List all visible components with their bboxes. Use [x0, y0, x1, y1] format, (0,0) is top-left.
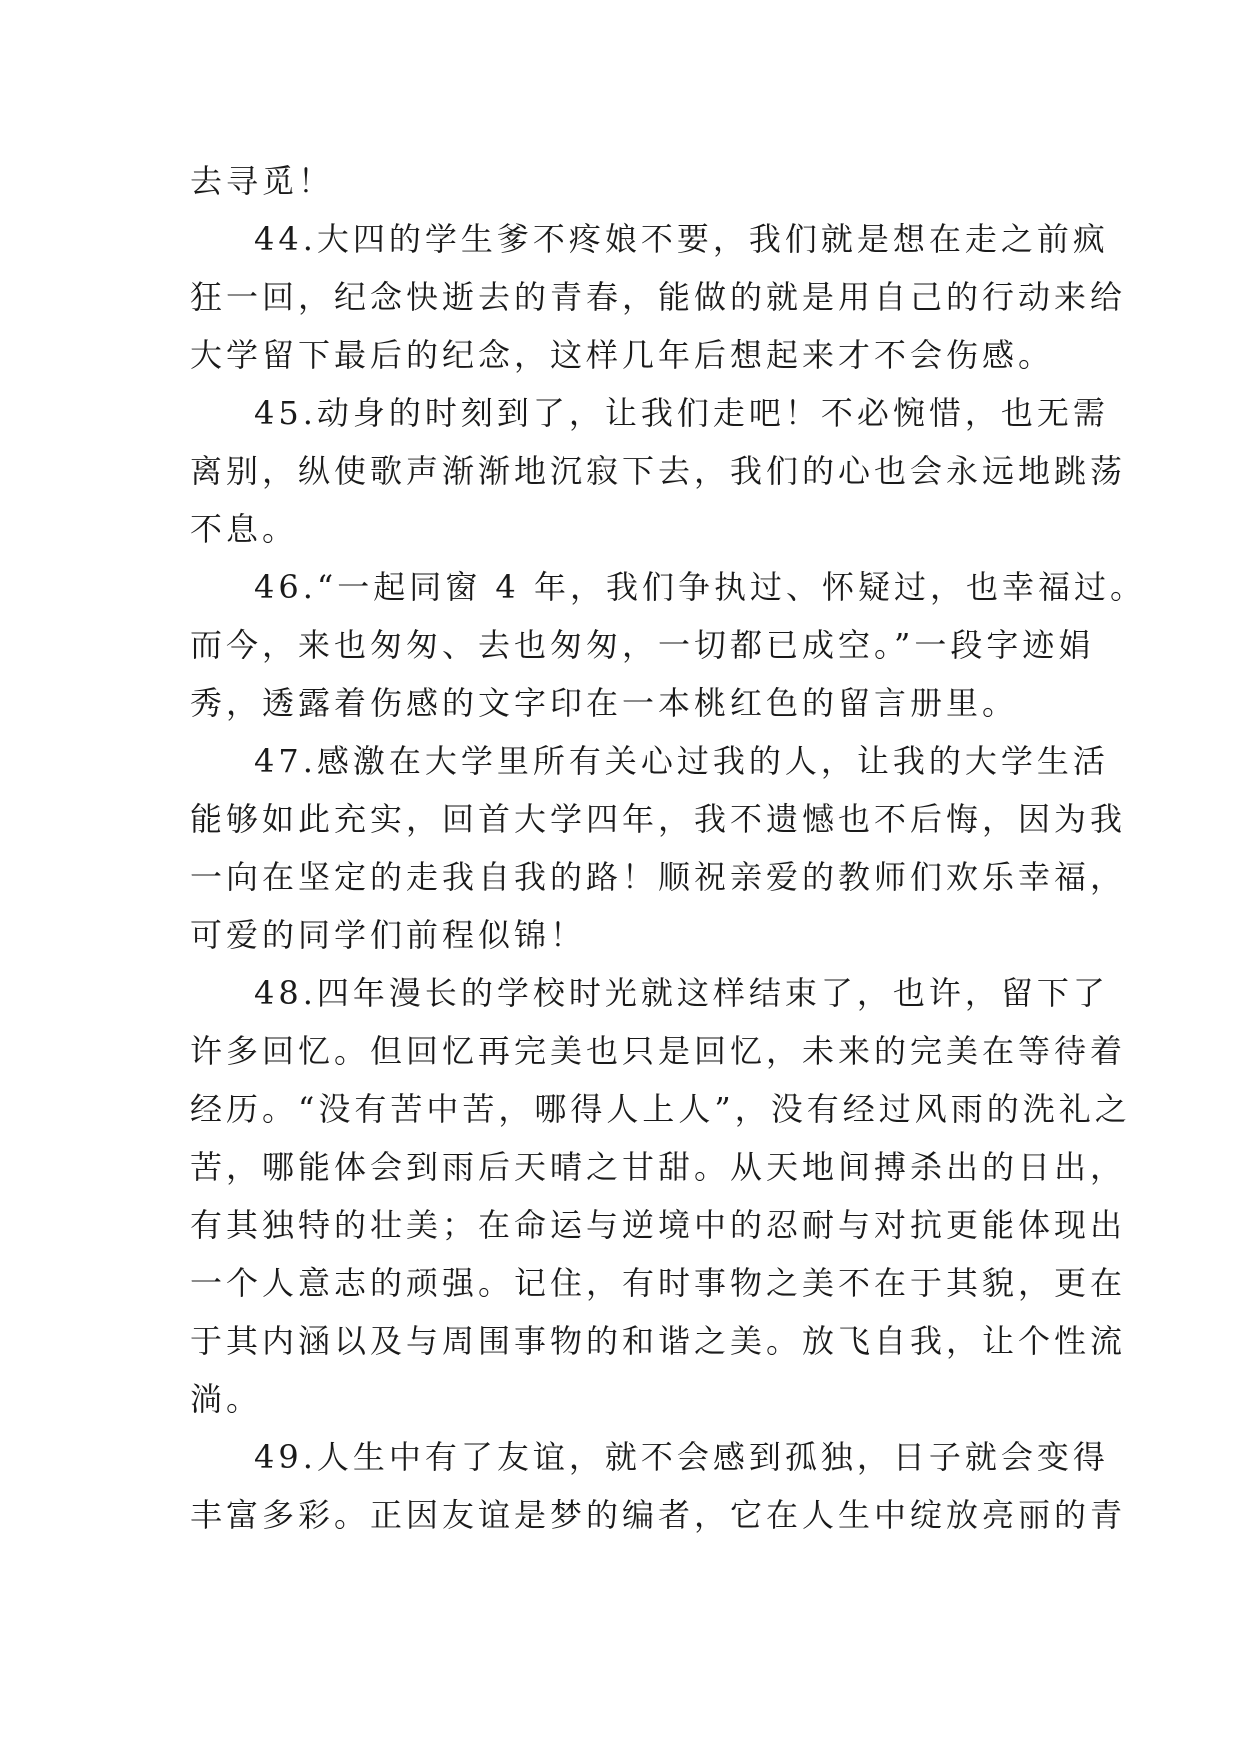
- text-line: 一个人意志的顽强。记住，有时事物之美不在于其貌，更在: [190, 1264, 1127, 1302]
- text-line: 46.“一起同窗 4 年，我们争执过、怀疑过，也幸福过。: [254, 568, 1146, 606]
- text-line: 离别，纵使歌声渐渐地沉寂下去，我们的心也会永远地跳荡: [190, 452, 1127, 490]
- text-line: 许多回忆。但回忆再完美也只是回忆，未来的完美在等待着: [190, 1032, 1127, 1070]
- text-line: 大学留下最后的纪念，这样几年后想起来才不会伤感。: [190, 336, 1055, 374]
- text-line: 经历。“没有苦中苦，哪得人上人”，没有经过风雨的洗礼之: [190, 1090, 1131, 1128]
- text-line: 丰富多彩。正因友谊是梦的编者，它在人生中绽放亮丽的青: [190, 1496, 1127, 1534]
- text-line: 47.感激在大学里所有关心过我的人，让我的大学生活: [254, 742, 1109, 780]
- paragraph-p43-tail: [190, 152, 1060, 210]
- text-line: 淌。: [190, 1380, 263, 1418]
- text-line: 49.人生中有了友谊，就不会感到孤独，日子就会变得: [254, 1438, 1109, 1476]
- text-line: 可爱的同学们前程似锦！: [190, 916, 587, 954]
- text-line: 一向在坚定的走我自我的路！顺祝亲爱的教师们欢乐幸福，: [190, 858, 1127, 896]
- text-line: 48.四年漫长的学校时光就这样结束了，也许，留下了: [254, 974, 1109, 1012]
- text-line: 44.大四的学生爹不疼娘不要，我们就是想在走之前疯: [254, 220, 1109, 258]
- text-line: 45.动身的时刻到了，让我们走吧！不必惋惜，也无需: [254, 394, 1109, 432]
- paragraph-p45: [190, 384, 1127, 558]
- body-text: [190, 152, 1146, 1544]
- paragraph-p48: [190, 964, 1131, 1428]
- text-line: 狂一回，纪念快逝去的青春，能做的就是用自己的行动来给: [190, 278, 1127, 316]
- paragraph-p49: [190, 1428, 1127, 1544]
- paragraph-p44: [190, 210, 1127, 384]
- text-line: 能够如此充实，回首大学四年，我不遗憾也不后悔，因为我: [190, 800, 1127, 838]
- text-line: 苦，哪能体会到雨后天晴之甘甜。从天地间搏杀出的日出，: [190, 1148, 1127, 1186]
- paragraph-p47: [190, 732, 1127, 964]
- text-line: 而今，来也匆匆、去也匆匆，一切都已成空。”一段字迹娟: [190, 626, 1095, 664]
- text-line: 秀，透露着伤感的文字印在一本桃红色的留言册里。: [190, 684, 1019, 722]
- text-line: 去寻觅！: [190, 162, 335, 200]
- paragraph-p46: [190, 558, 1146, 732]
- text-line: 不息。: [190, 510, 299, 548]
- text-line: 于其内涵以及与周围事物的和谐之美。放飞自我，让个性流: [190, 1322, 1127, 1360]
- text-line: 有其独特的壮美；在命运与逆境中的忍耐与对抗更能体现出: [190, 1206, 1127, 1244]
